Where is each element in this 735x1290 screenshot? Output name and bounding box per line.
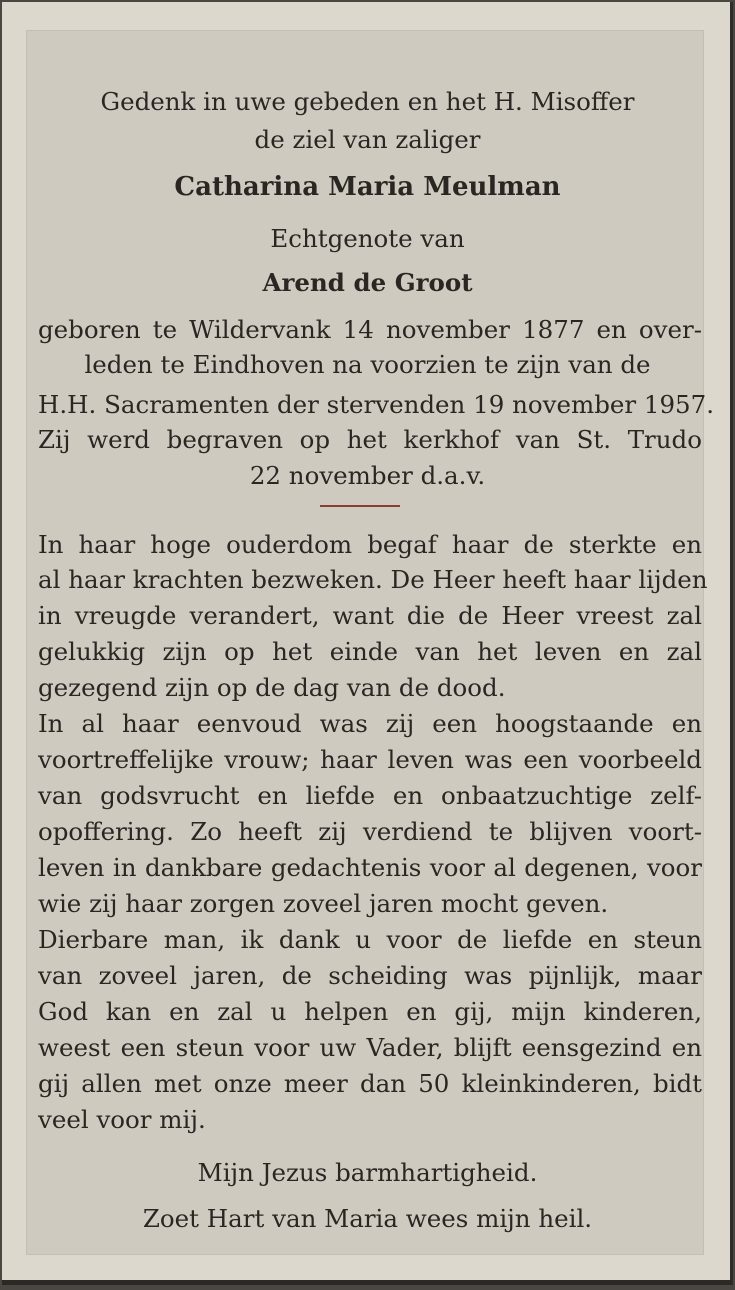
closing-line-1: Mijn Jezus barmhartigheid.: [197, 1158, 538, 1187]
text-line-17: veel voor mij.: [38, 1105, 206, 1134]
biography-line-1: geboren te Wildervank 14 november 1877 en over-: [38, 315, 702, 344]
text-line-14: God kan en zal u helpen en gij, mijn kinderen,: [38, 997, 702, 1026]
header-line-1: Gedenk in uwe gebeden en het H. Misoffer: [100, 87, 635, 116]
text-line-6: In al haar eenvoud was zij een hoogstaande en: [38, 709, 702, 738]
spouse-intro: Echtgenote van: [270, 224, 465, 253]
biography-line-4: Zij werd begraven op het kerkhof van St. Trudo: [38, 425, 702, 454]
text-line-16: gij allen met onze meer dan 50 kleinkinderen, bidt: [38, 1069, 702, 1098]
text-line-2: al haar krachten bezweken. De Heer heeft haar lijden: [38, 565, 708, 594]
text-line-15: weest een steun voor uw Vader, blijft eensgezind en: [38, 1033, 702, 1062]
text-line-9: opoffering. Zo heeft zij verdiend te blijven voort-: [38, 817, 702, 846]
text-line-13: van zoveel jaren, de scheiding was pijnlijk, maar: [38, 961, 702, 990]
text-line-4: gelukkig zijn op het einde van het leven en zal: [38, 637, 702, 666]
text-line-7: voortreffelijke vrouw; haar leven was een voorbeeld: [38, 745, 702, 774]
text-line-8: van godsvrucht en liefde en onbaatzuchtige zelf-: [38, 781, 702, 810]
text-line-1: In haar hoge ouderdom begaf haar de sterkte en: [38, 530, 702, 559]
divider-rule: [320, 505, 400, 507]
biography-line-2: leden te Eindhoven na voorzien te zijn van de: [84, 350, 651, 379]
biography-line-3: H.H. Sacramenten der stervenden 19 november 1957.: [38, 390, 715, 419]
spouse-name: Arend de Groot: [262, 268, 473, 297]
text-line-5: gezegend zijn op de dag van de dood.: [38, 673, 506, 702]
header-line-2: de ziel van zaliger: [254, 125, 481, 154]
closing-line-2: Zoet Hart van Maria wees mijn heil.: [142, 1204, 593, 1233]
text-line-3: in vreugde verandert, want die de Heer vreest zal: [38, 601, 702, 630]
text-line-11: wie zij haar zorgen zoveel jaren mocht geven.: [38, 889, 609, 918]
biography-line-5: 22 november d.a.v.: [249, 461, 486, 490]
text-line-10: leven in dankbare gedachtenis voor al degenen, voor: [38, 853, 702, 882]
deceased-name: Catharina Maria Meulman: [174, 172, 561, 202]
text-line-12: Dierbare man, ik dank u voor de liefde en steun: [38, 925, 702, 954]
